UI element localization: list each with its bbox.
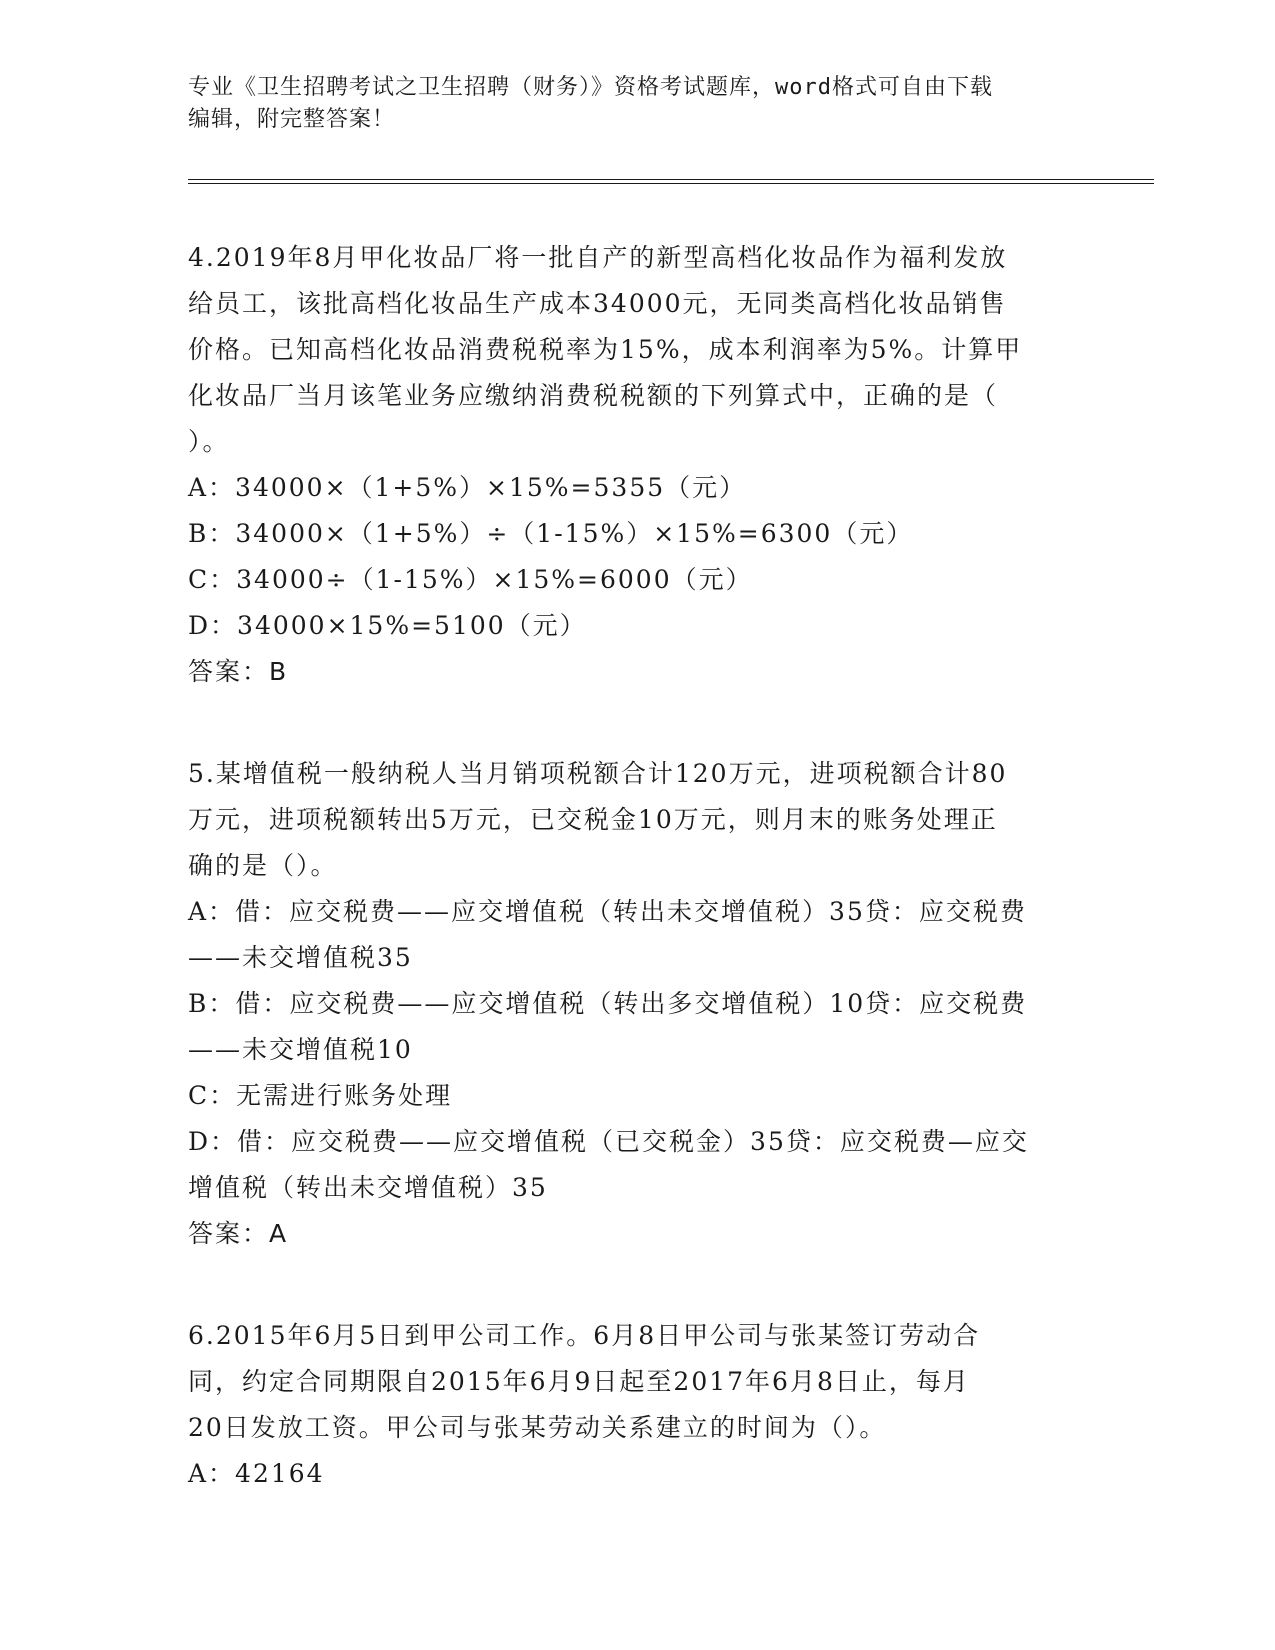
option-a: A：34000×（1+5%）×15%=5355（元） <box>188 473 747 502</box>
question-spacer <box>188 695 1078 751</box>
question-text-line: 化妆品厂当月该笔业务应缴纳消费税税额的下列算式中，正确的是（ <box>188 381 999 410</box>
header-line-2: 编辑，附完整答案！ <box>188 107 396 132</box>
option-a: A：借：应交税费——应交增值税（转出未交增值税）35贷：应交税费 <box>188 897 1027 926</box>
question-spacer <box>188 1257 1078 1313</box>
question-6 <box>188 1313 1078 1497</box>
header-rule-bottom <box>188 183 1154 184</box>
question-text-line: 万元，进项税额转出5万元，已交税金10万元，则月末的账务处理正 <box>188 805 998 834</box>
answer-label: 答案：B <box>188 657 289 686</box>
option-b: B：借：应交税费——应交增值税（转出多交增值税）10贷：应交税费 <box>188 989 1028 1018</box>
option-c: C：34000÷（1-15%）×15%=6000（元） <box>188 565 753 594</box>
question-text-line: 5.某增值税一般纳税人当月销项税额合计120万元，进项税额合计80 <box>188 759 1008 788</box>
question-list <box>188 235 1078 1497</box>
option-a-continued: ——未交增值税35 <box>188 943 413 972</box>
question-text-line: 确的是（）。 <box>188 851 338 880</box>
option-d: D：34000×15%=5100（元） <box>188 611 587 640</box>
question-text-line: 4.2019年8月甲化妆品厂将一批自产的新型高档化妆品作为福利发放 <box>188 243 1008 272</box>
question-5 <box>188 751 1078 1257</box>
question-text-line: 价格。已知高档化妆品消费税税率为15%，成本利润率为5%。计算甲 <box>188 335 1023 364</box>
question-4 <box>188 235 1078 695</box>
option-a: A：42164 <box>188 1459 325 1488</box>
question-text-line: 20日发放工资。甲公司与张某劳动关系建立的时间为（）。 <box>188 1413 887 1442</box>
header-line-1: 专业《卫生招聘考试之卫生招聘（财务）》资格考试题库，word格式可自由下载 <box>188 75 993 100</box>
header-rule-top <box>188 179 1154 180</box>
question-text-line: 6.2015年6月5日到甲公司工作。6月8日甲公司与张某签订劳动合 <box>188 1321 981 1350</box>
option-d: D：借：应交税费——应交增值税（已交税金）35贷：应交税费—应交 <box>188 1127 1029 1156</box>
document-header <box>188 72 1088 136</box>
option-c: C：无需进行账务处理 <box>188 1081 453 1110</box>
question-text-line: 同，约定合同期限自2015年6月9日起至2017年6月8日止，每月 <box>188 1367 970 1396</box>
option-b-continued: ——未交增值税10 <box>188 1035 413 1064</box>
option-b: B：34000×（1+5%）÷（1-15%）×15%=6300（元） <box>188 519 914 548</box>
answer-label: 答案：A <box>188 1219 289 1248</box>
question-text-line: 给员工，该批高档化妆品生产成本34000元，无同类高档化妆品销售 <box>188 289 1007 318</box>
question-text-line: ）。 <box>188 427 230 456</box>
option-d-continued: 增值税（转出未交增值税）35 <box>188 1173 548 1202</box>
